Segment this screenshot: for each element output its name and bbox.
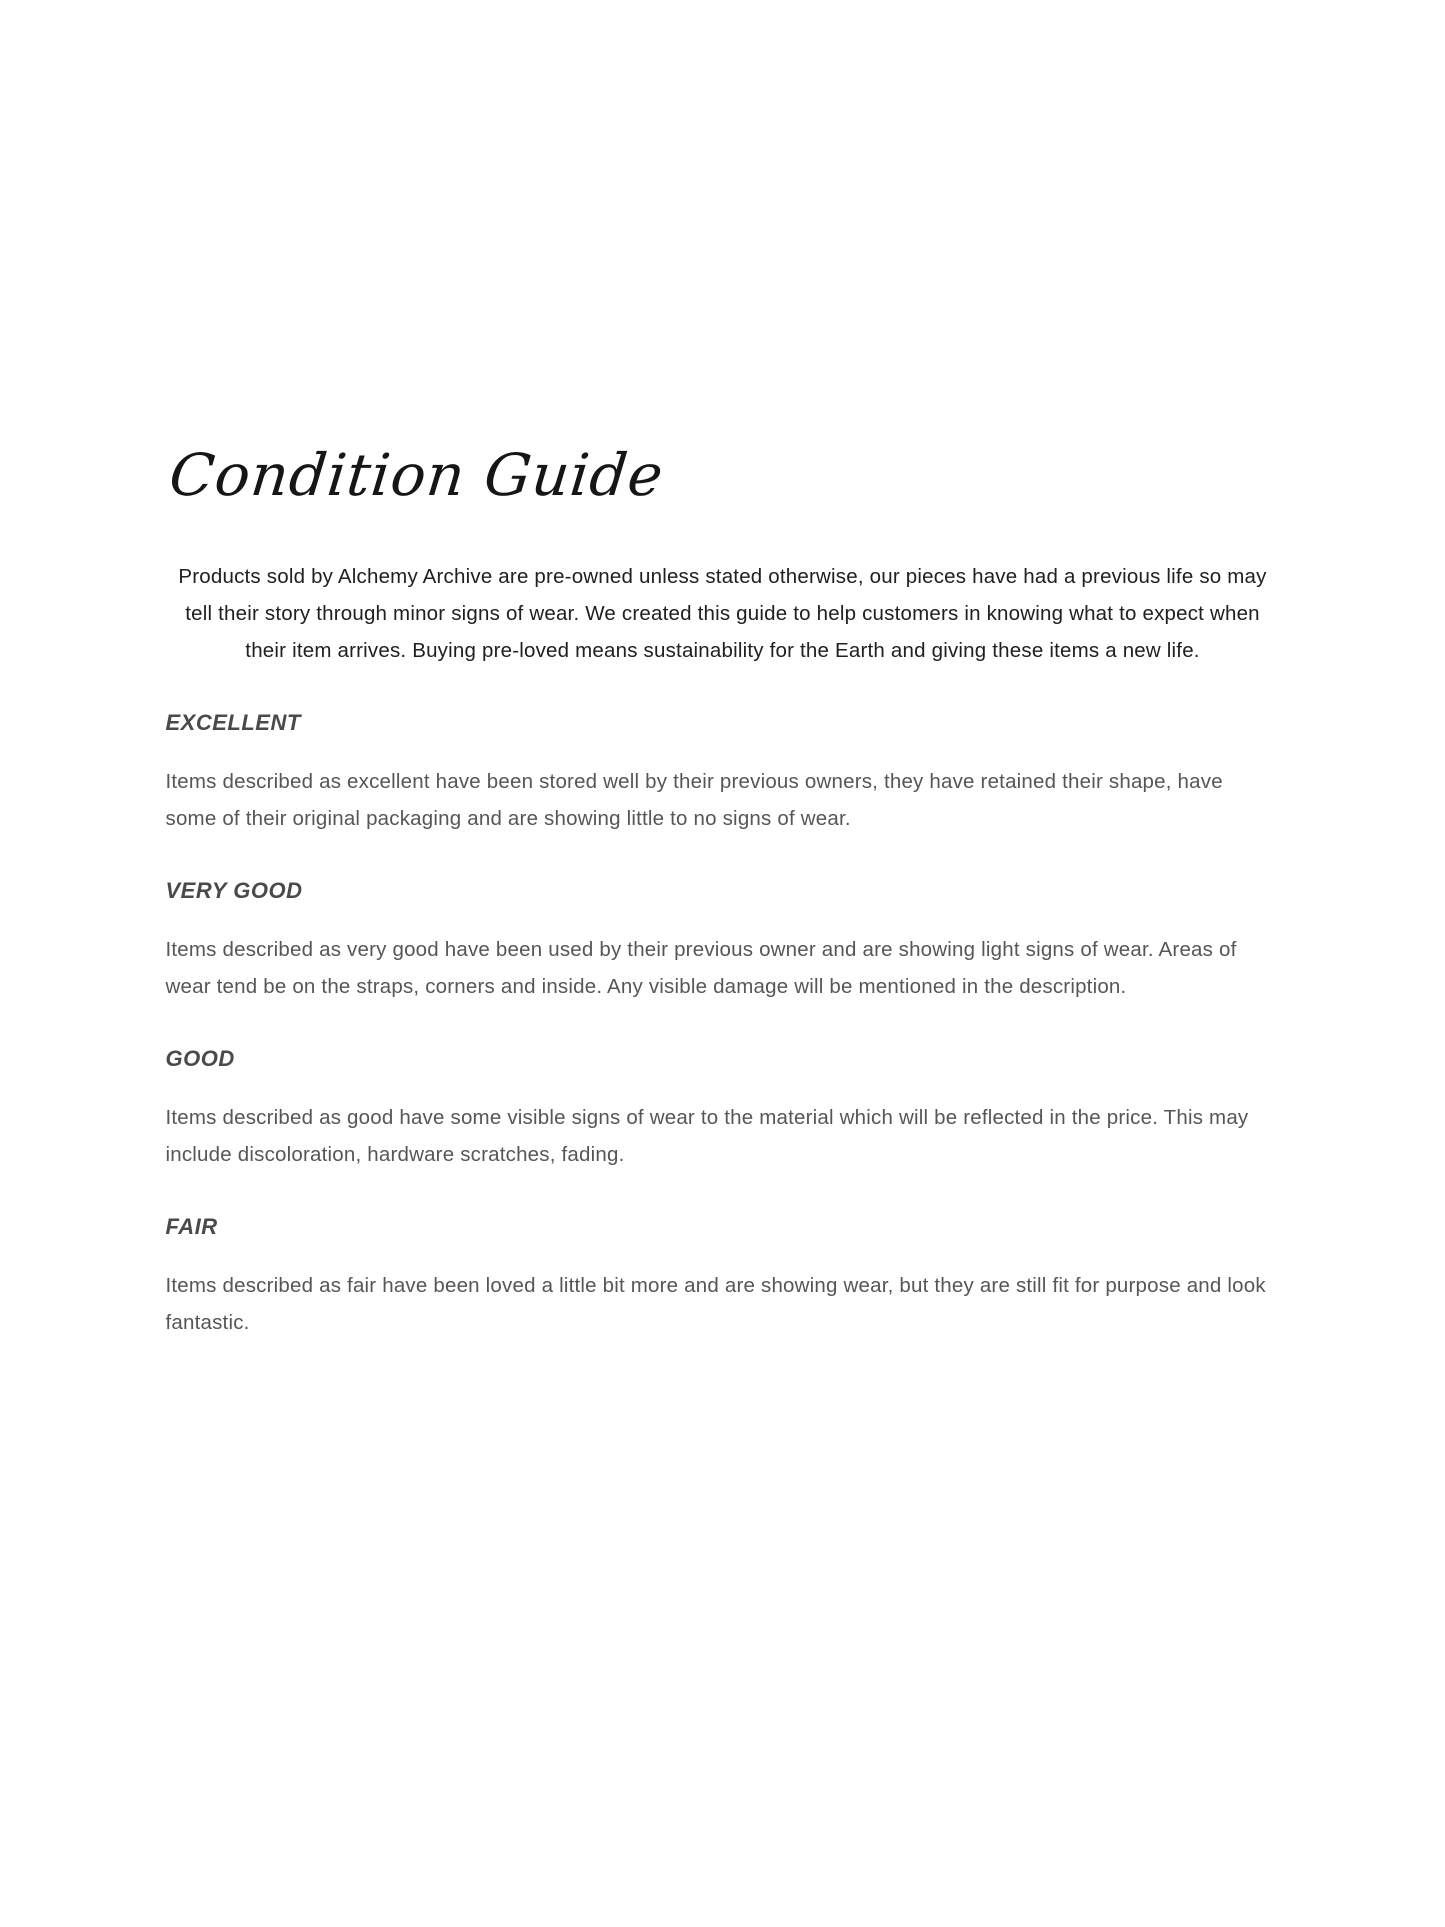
section-heading-very-good: VERY GOOD bbox=[165, 878, 303, 903]
section-body-good: Items described as good have some visible signs of wear to the material which will be reflected in the price. This may include discoloration, hardware scratches, fading. bbox=[165, 1106, 1249, 1166]
section-heading-good: GOOD bbox=[165, 1046, 235, 1071]
intro-paragraph: Products sold by Alchemy Archive are pre-owned unless stated otherwise, our pieces have had a previous life so may tell their story through minor signs of wear. We created this guide to help customers in knowing what to expect when their item arrives. Buying pre-loved means sustainability for the Earth and giving these items a new life. bbox=[178, 565, 1267, 662]
page-title: Condition Guide bbox=[165, 441, 667, 509]
content-column bbox=[166, 0, 1280, 1341]
section-heading-excellent: EXCELLENT bbox=[165, 710, 301, 735]
section-body-very-good: Items described as very good have been used by their previous owner and are showing light signs of wear. Areas of wear tend be on the straps, corners and inside. Any visible damage will be mentioned in the description. bbox=[165, 938, 1237, 998]
section-heading-fair: FAIR bbox=[165, 1214, 218, 1239]
section-body-excellent: Items described as excellent have been stored well by their previous owners, they have retained their shape, have some of their original packaging and are showing little to no signs of wear. bbox=[165, 770, 1223, 830]
section-body-fair: Items described as fair have been loved a little bit more and are showing wear, but they are still fit for purpose and look fantastic. bbox=[165, 1274, 1266, 1334]
